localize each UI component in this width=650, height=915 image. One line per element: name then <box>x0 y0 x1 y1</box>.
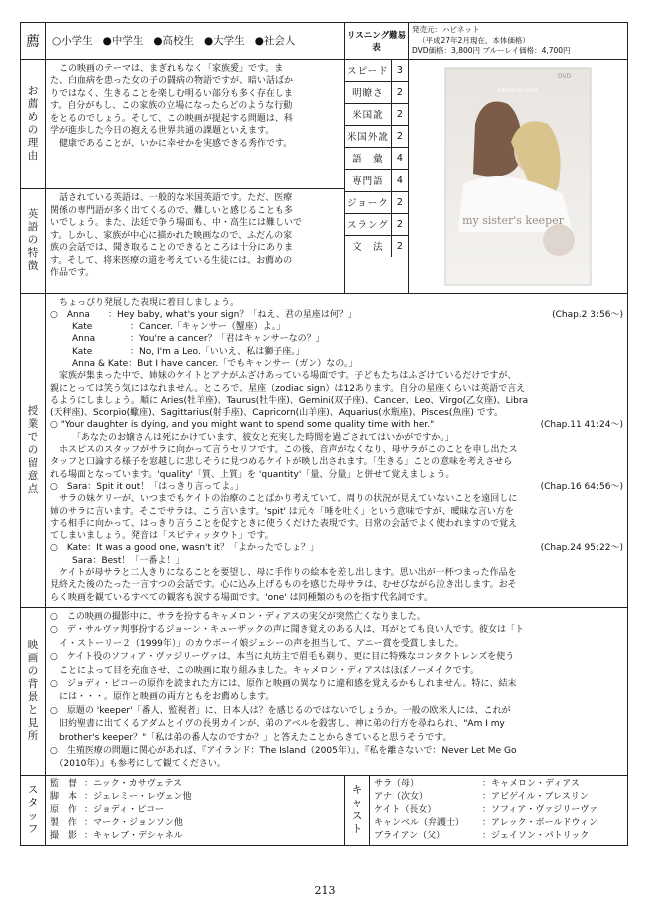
price-note: （平成27年2月現在、本体価格） <box>418 35 530 45</box>
text-line: るようにしましょう。順に Aries(牡羊座)、Taurus(牡牛座)、Gemini(双子座)、Cancer、Leo、Virgo(乙女座)、Libra <box>50 395 529 406</box>
cast-row <box>374 778 623 791</box>
grade-list <box>46 23 345 60</box>
speaker: Kate <box>72 322 93 333</box>
cast-role: キャンベル（弁護士） <box>374 817 465 828</box>
label-char: 由 <box>27 149 39 162</box>
cast-role: アナ（次女） <box>374 791 429 802</box>
reasons-text <box>46 59 345 188</box>
text-line: brother's keeper？"「私は弟の番人なのですか？」と答えたことからきていると思うそうです。 <box>50 732 452 743</box>
features-label <box>21 188 46 293</box>
difficulty-table <box>345 59 409 293</box>
label-char: の <box>27 234 39 247</box>
speaker: Anna <box>72 334 96 345</box>
line-text: ：Hey baby, what's your sign？「ねえ、君の星座は何？」 <box>108 309 357 320</box>
grade-option: ●高校生 <box>153 35 195 48</box>
label-char: 画 <box>27 652 39 665</box>
staff-name: ：ジェレミー・レヴェン他 <box>84 791 192 802</box>
text-line: ○ この映画の撮影中に、サラを扮するキャメロン・ディアスの実父が突然亡くなりました。 <box>50 611 426 622</box>
price: DVD価格：3,800円 ブルーレイ価格：4,700円 <box>412 46 571 55</box>
staff-role: 製 作 <box>50 817 78 828</box>
publisher-info <box>409 23 628 60</box>
background-label <box>21 607 46 775</box>
difficulty-label: 米国訛 <box>345 103 391 125</box>
staff-name: ：キャレブ・デシャネル <box>84 830 183 841</box>
label-char: 薦 <box>27 97 39 110</box>
cast-name: ：ソフィア・ヴァジリーヴァ <box>482 804 599 815</box>
text-line: す。しかし、家族が中心に描かれた映画なので、ふだんの家 <box>50 230 293 241</box>
difficulty-label: スピード <box>345 60 391 82</box>
difficulty-value: 4 <box>391 169 408 191</box>
dialogue-line <box>50 358 623 370</box>
cast-role: サラ（母） <box>374 778 420 789</box>
grade-option: ●社会人 <box>254 35 296 48</box>
text-line: 親にとっては笑う気にはなれません。ところで、星座（zodiac sign）は12あります。自分の星座くらいは英語で言え <box>50 383 526 394</box>
dialogue-line <box>50 333 623 345</box>
label-char: 徴 <box>27 260 39 273</box>
staff-role: 監 督 <box>50 778 78 789</box>
text-line: (天秤座)、Scorpio(蠍座)、Sagittarius(射手座)、Capricorn(山羊座)、Aquarius(水瓶座)、Pisces(魚座) です。 <box>50 408 504 419</box>
staff-list <box>46 775 345 845</box>
poster-image <box>413 64 623 289</box>
label-char: ス <box>27 784 39 797</box>
publisher: 発売元：ハピネット <box>412 25 480 34</box>
text-line: 家族が集まった中で、姉妹のケイトとアナがふざけあっている場面です。子どもたちはふざけているだけですが、 <box>50 371 517 382</box>
text-line: 話されている英語は、一般的な米国英語です。ただ、医療 <box>50 192 293 203</box>
difficulty-value: 3 <box>391 60 408 82</box>
difficulty-label: 専門語 <box>345 169 391 191</box>
text-line: ホスピスのスタッフがサラに向かって言うセリフです。この後、音声がなくなり、母サラがこのことを申し出たス <box>50 445 518 456</box>
chapter-ref: (Chap.11 41:24～) <box>540 420 623 431</box>
cast-row <box>374 791 623 804</box>
staff-row <box>50 817 340 830</box>
intro-line: ちょっぴり発展した表現に着目しましょう。 <box>50 297 240 308</box>
dialogue-line <box>50 321 623 333</box>
text-line: ことによって目を充血させ、この映画に取り組みました。キャメロン・ディアスはほぼノーメイクです。 <box>50 665 479 676</box>
quote-text: ○ "Your daughter is dying, and you might want to spend some quality time with her." <box>50 420 435 431</box>
staff-role: 撮 影 <box>50 830 78 841</box>
label-char: で <box>27 430 39 443</box>
label-char: の <box>27 443 39 456</box>
cast-role: ブライアン（父） <box>374 830 446 841</box>
movie-poster <box>409 59 628 293</box>
cast-row <box>374 804 623 817</box>
label-char: 背 <box>27 678 39 691</box>
text-line: ○ 生殖医療の問題に関心があれば、『アイランド：The Island（2005年）』、『私を離さないで：Never Let Me Go <box>50 745 517 756</box>
difficulty-value: 2 <box>391 103 408 125</box>
difficulty-label: ジョーク <box>345 191 391 213</box>
staff-label <box>21 775 46 845</box>
poster-top-names: cameron diaz <box>497 86 539 94</box>
text-line: らく映画を観ているすべての観客も涙する場面です。'one' は同種類のものを指す代名詞です。 <box>50 592 433 603</box>
poster-title: my sister's keeper <box>462 213 564 227</box>
label-char: の <box>27 123 39 136</box>
text-line: 見終えた後のたった一言すつの会話です。心に込み上げるものを感じた母サラは、むせびながら泣き出します。おそ <box>50 580 517 591</box>
label-char: 点 <box>27 482 39 495</box>
difficulty-label: 文 法 <box>345 235 391 257</box>
text-line: 健康であることが、いかに幸せかを実感できる秀作です。 <box>50 139 293 150</box>
text-line: 関係の専門語が多く出てくるので、難しいと感じることも多 <box>50 205 293 216</box>
difficulty-label: 明瞭さ <box>345 81 391 103</box>
text-line: イ・ストーリー２（1999年）」のカウボーイ娘ジェシーの声を担当して、アニー賞を受賞しました。 <box>50 638 464 649</box>
staff-name: ：ニック・カサヴェテス <box>84 778 182 789</box>
cast-name: ：アレック・ボールドウィン <box>482 817 598 828</box>
points-text <box>46 293 628 607</box>
grade-option: ○小学生 <box>52 35 93 48</box>
text-line: には・・・。原作と映画の両方ともをお薦めします。 <box>50 692 275 703</box>
text-line: をとるのでしょう。そして、この映画が提起する問題は、科 <box>50 113 293 124</box>
movie-sheet <box>20 22 628 846</box>
text-line: す。自分がもし、この家族の立場になったらどのような行動 <box>50 101 293 112</box>
text-line: ケイトが母サラと二人きりになることを要望し、母に手作りの絵本を差し出します。思い出が一杯つまった作品を <box>50 568 517 579</box>
text-line: れる場面となっています。'quality'「質、上質」を 'quantity'「量、分量」と併せて覚えましょう。 <box>50 469 455 480</box>
quote-line <box>50 419 623 431</box>
text-line: 旧約聖書に出てくるアダムとイヴの長男カインが、弟のアベルを殺害し、神に弟の行方を尋ねられ、"Am I my <box>50 719 505 730</box>
chapter-ref: (Chap.2 3:56～) <box>552 309 623 320</box>
text-line: する相手に向かって、はっきり言うことを促すときに使うくだけた表現です。日常の会話でよく使われますので覚え <box>50 518 518 529</box>
label-char: ト <box>351 823 363 836</box>
text-line: す。そして、将来医療の道を考えている生徒には、お薦めの <box>50 255 293 266</box>
text-line: てしまいましょう。発音は「スピティッタウト」です。 <box>50 531 274 542</box>
text-line: 作品です。 <box>50 268 95 279</box>
text-line: サラの妹ケリーが、いつまでもケイトの治療のことばかり考えていて、周りの状況が見えていないことを遠回しに <box>50 494 518 505</box>
grade-option: ●中学生 <box>102 35 144 48</box>
text-line: 族の会話では、聞き取ることのできるところは十分にありま <box>50 243 294 254</box>
quote-text: ○ Sara：Spit it out！「はっきり言ってよ。」 <box>50 481 244 492</box>
label-char: 理 <box>27 136 39 149</box>
label-char: 語 <box>27 221 39 234</box>
line-text: ：No, I'm a Leo.「いいえ、私は獅子座。」 <box>130 346 305 357</box>
features-text <box>46 188 345 293</box>
cast-name: ：キャメロン・ディアス <box>482 778 580 789</box>
text-line: ○ ジョディ・ピコーの原作を読まれた方には、原作と映画の異なりに違和感を覚えるかもしれません。特に、結末 <box>50 678 517 689</box>
label-char: キ <box>351 784 363 797</box>
text-line: りではなく、生きることを楽しむ明るい部分も多く存在しま <box>50 88 293 99</box>
difficulty-label: 米国外訛 <box>345 125 391 147</box>
label-char: 景 <box>27 691 39 704</box>
cast-row <box>374 817 623 830</box>
difficulty-value: 2 <box>391 235 408 257</box>
line-text: ：Cancer.「キャンサー（蟹座）よ。」 <box>130 322 286 333</box>
difficulty-value: 2 <box>391 81 408 103</box>
staff-row <box>50 830 340 843</box>
quote-text: ○ Kate：It was a good one, wasn't it？「よかったでしょ？」 <box>50 543 319 554</box>
grade-option: ●大学生 <box>204 35 245 48</box>
recommend-mark: 薦 <box>21 23 46 60</box>
difficulty-table-title: リスニング難易表 <box>345 23 409 60</box>
quote-line <box>50 542 623 554</box>
difficulty-value: 4 <box>391 147 408 169</box>
label-char: ス <box>351 810 363 823</box>
difficulty-value: 2 <box>391 191 408 213</box>
staff-row <box>50 804 340 817</box>
staff-name: ：ジョディ・ピコー <box>84 804 165 815</box>
text-line: この映画のテーマは、まぎれもなく「家族愛」です。ま <box>50 63 284 74</box>
difficulty-value: 2 <box>391 213 408 235</box>
dialogue-line <box>50 309 623 321</box>
label-char: と <box>27 704 39 717</box>
label-char: 映 <box>27 639 39 652</box>
text-line: ○ デ・サルヴァ判事扮するジョーン・キューザックの声に聞き覚えのある人は、耳がとても良い人です。彼女は「ト <box>50 625 525 636</box>
label-char: 意 <box>27 469 39 482</box>
cast-role: ケイト（長女） <box>374 804 437 815</box>
cast-name: ：アビゲイル・ブレスリン <box>482 791 589 802</box>
quote-translation: 「あなたのお嬢さんは死にかけています、彼女と充実した時間を過ごされてはいかがですか。」 <box>72 432 454 443</box>
difficulty-label: 語 彙 <box>345 147 391 169</box>
cast-label <box>345 775 370 845</box>
text-line: 姉のサラに言います。そこでサラは、こう言います。'spit' は元々「唾を吐く」という意味ですが、曖昧な言い方を <box>50 506 514 517</box>
text-line: ○ 原題の 'keeper'「番人、監視者」に、日本人は？を感じるのではないでしょうか。一般の欧米人には、これが <box>50 705 511 716</box>
background-text <box>46 607 628 775</box>
label-char: 業 <box>27 417 39 430</box>
staff-name: ：マーク・ジョンソン他 <box>84 817 183 828</box>
quote-line <box>50 481 623 493</box>
line-text: Anna & Kate：But I have cancer.「でもキャンサー（ガン）なの。」 <box>72 358 358 369</box>
cast-row <box>374 830 623 843</box>
label-char: の <box>27 665 39 678</box>
reasons-label <box>21 59 46 188</box>
line-text: ：You're a cancer？「君はキャンサーなの？」 <box>130 334 325 345</box>
text-line: た、白血病を患った女の子の闘病の物語ですが、暗い話ばか <box>50 76 294 87</box>
speaker: Kate <box>72 346 93 357</box>
cast-name: ：ジェイソン・パトリック <box>482 830 590 841</box>
speaker: ○ Anna <box>50 309 90 320</box>
difficulty-value: 2 <box>391 125 408 147</box>
label-char: ャ <box>351 797 363 810</box>
difficulty-label: スラング <box>345 213 391 235</box>
points-label <box>21 293 46 607</box>
label-char: タ <box>27 797 39 810</box>
staff-role: 脚 本 <box>50 791 78 802</box>
label-char: め <box>27 110 39 123</box>
dialogue-line <box>50 346 623 358</box>
poster-badge: DVD <box>558 72 572 80</box>
quote-reply: Sara：Best！「一番よ！」 <box>72 555 185 566</box>
label-char: 特 <box>27 247 39 260</box>
label-char: お <box>27 84 39 97</box>
text-line: （2010年）』も参考にして観てください。 <box>50 759 226 770</box>
label-char: 留 <box>27 456 39 469</box>
label-char: 授 <box>27 404 39 417</box>
staff-role: 原 作 <box>50 804 78 815</box>
label-char: ッ <box>27 810 39 823</box>
chapter-ref: (Chap.24 95:22～) <box>540 543 623 554</box>
label-char: 所 <box>27 730 39 743</box>
chapter-ref: (Chap.16 64:56～) <box>540 481 623 492</box>
staff-row <box>50 791 340 804</box>
label-char: 見 <box>27 717 39 730</box>
label-char: フ <box>27 823 39 836</box>
text-line: 学が進歩した今日の抱える世界共通の課題といえます。 <box>50 126 275 137</box>
text-line: いでしょう。また、法廷で争う場面も、中・高生には難しいで <box>50 218 303 229</box>
page-number: 213 <box>314 884 336 897</box>
text-line: ○ ケイト役のソフィア・ヴァジリーヴァは、本当に丸坊主で眉毛も剃り、更に目に特殊なコンタクトレンズを使う <box>50 652 515 663</box>
staff-row <box>50 778 340 791</box>
cast-list <box>370 775 628 845</box>
text-line: タッフと口論する様子を窓越しに悲しそうに見つめるケイトが映し出されます。「生きる」ことの意味を考えさせら <box>50 457 513 468</box>
label-char: 英 <box>27 208 39 221</box>
